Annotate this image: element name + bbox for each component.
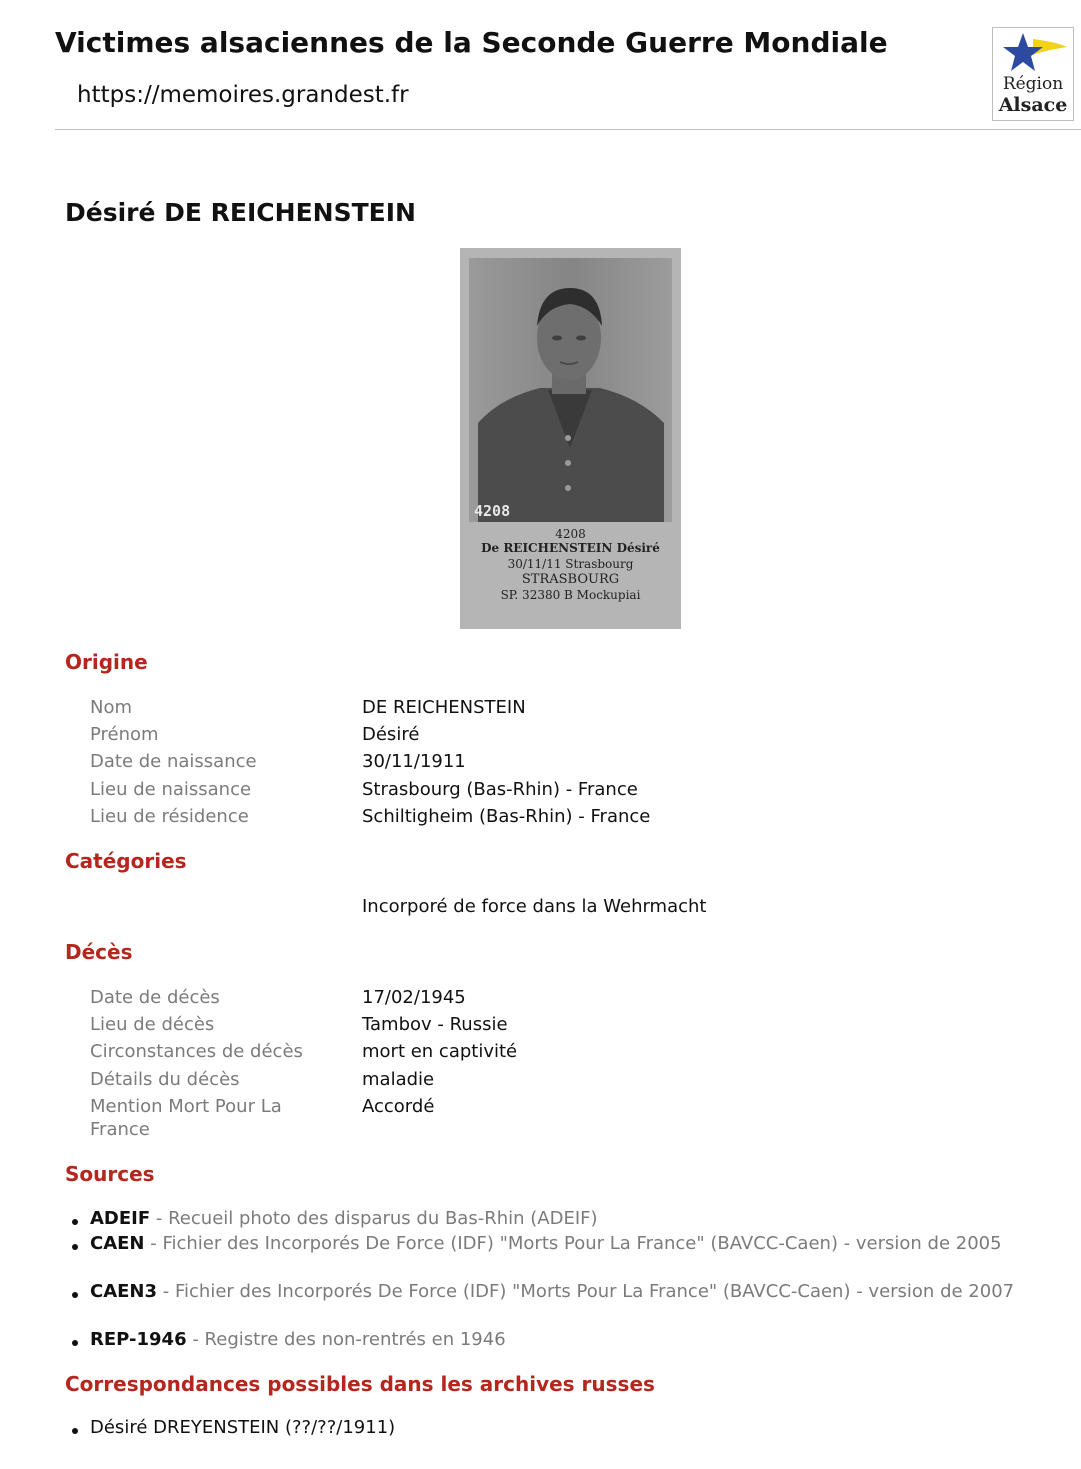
source-code: CAEN: [90, 1233, 145, 1254]
value-nom: DE REICHENSTEIN: [362, 697, 526, 718]
value-details-deces: maladie: [362, 1069, 435, 1090]
source-code: REP-1946: [90, 1329, 187, 1350]
source-description: - Registre des non-rentrés en 1946: [186, 1329, 506, 1350]
bullet: [72, 1428, 78, 1434]
label-circonstances: Circonstances de décès: [90, 1041, 303, 1062]
photo-caption-number: 4208: [555, 527, 586, 541]
section-title-origine: Origine: [65, 650, 148, 674]
label-lieu-residence: Lieu de résidence: [90, 806, 249, 827]
photo-caption-name: De REICHENSTEIN Désiré: [481, 541, 660, 555]
logo-text-alsace: Alsace: [998, 94, 1068, 116]
logo-text-region: Région: [1002, 74, 1064, 94]
value-date-deces: 17/02/1945: [362, 987, 466, 1008]
bullet: [72, 1340, 78, 1346]
bullet: [72, 1219, 78, 1225]
site-url[interactable]: https://memoires.grandest.fr: [77, 82, 409, 108]
label-date-deces: Date de décès: [90, 987, 220, 1008]
value-circonstances: mort en captivité: [362, 1041, 518, 1062]
source-item: [90, 1328, 1065, 1351]
photo-caption-birth: 30/11/11 Strasbourg: [507, 557, 634, 571]
label-lieu-deces: Lieu de décès: [90, 1014, 215, 1035]
value-mention-mpf: Accordé: [362, 1096, 435, 1117]
label-lieu-naissance: Lieu de naissance: [90, 779, 252, 800]
portrait-photo: [460, 248, 681, 629]
star-icon: [999, 31, 1069, 75]
label-prenom: Prénom: [90, 724, 159, 745]
header-divider: [55, 129, 1081, 130]
bullet: [72, 1292, 78, 1298]
label-date-naissance: Date de naissance: [90, 751, 257, 772]
value-lieu-residence: Schiltigheim (Bas-Rhin) - France: [362, 806, 651, 827]
section-title-deces: Décès: [65, 940, 133, 964]
value-categorie: Incorporé de force dans la Wehrmacht: [362, 896, 707, 917]
source-code: ADEIF: [90, 1208, 151, 1229]
russian-archive-match[interactable]: Désiré DREYENSTEIN (??/??/1911): [90, 1417, 396, 1438]
section-title-russian-archives: Correspondances possibles dans les archives russes: [65, 1372, 655, 1396]
value-lieu-deces: Tambov - Russie: [362, 1014, 508, 1035]
photo-stamp-number: 4208: [474, 502, 511, 520]
label-nom: Nom: [90, 697, 133, 718]
value-date-naissance: 30/11/1911: [362, 751, 466, 772]
photo-caption-city: STRASBOURG: [521, 572, 620, 587]
source-description: - Fichier des Incorporés De Force (IDF) "Morts Pour La France" (BAVCC-Caen) - version de 2005: [144, 1233, 1002, 1254]
value-prenom: Désiré: [362, 724, 420, 745]
source-code: CAEN3: [90, 1281, 158, 1302]
site-title: Victimes alsaciennes de la Seconde Guerre Mondiale: [55, 26, 888, 59]
section-title-sources: Sources: [65, 1162, 155, 1186]
source-item: [90, 1280, 1065, 1303]
label-details-deces: Détails du décès: [90, 1069, 240, 1090]
bullet: [72, 1244, 78, 1250]
source-description: - Recueil photo des disparus du Bas-Rhin (ADEIF): [150, 1208, 598, 1229]
photo-caption-reference: SP. 32380 B Mockupiai: [500, 588, 641, 602]
source-description: - Fichier des Incorporés De Force (IDF) "Morts Pour La France" (BAVCC-Caen) - version de 2007: [157, 1281, 1015, 1302]
source-item: [90, 1207, 1065, 1230]
value-lieu-naissance: Strasbourg (Bas-Rhin) - France: [362, 779, 638, 800]
source-item: [90, 1232, 1065, 1255]
section-title-categories: Catégories: [65, 849, 187, 873]
region-alsace-logo: [992, 27, 1074, 121]
person-name: Désiré DE REICHENSTEIN: [65, 198, 416, 227]
label-mention-mpf: Mention Mort Pour La France: [90, 1096, 282, 1140]
